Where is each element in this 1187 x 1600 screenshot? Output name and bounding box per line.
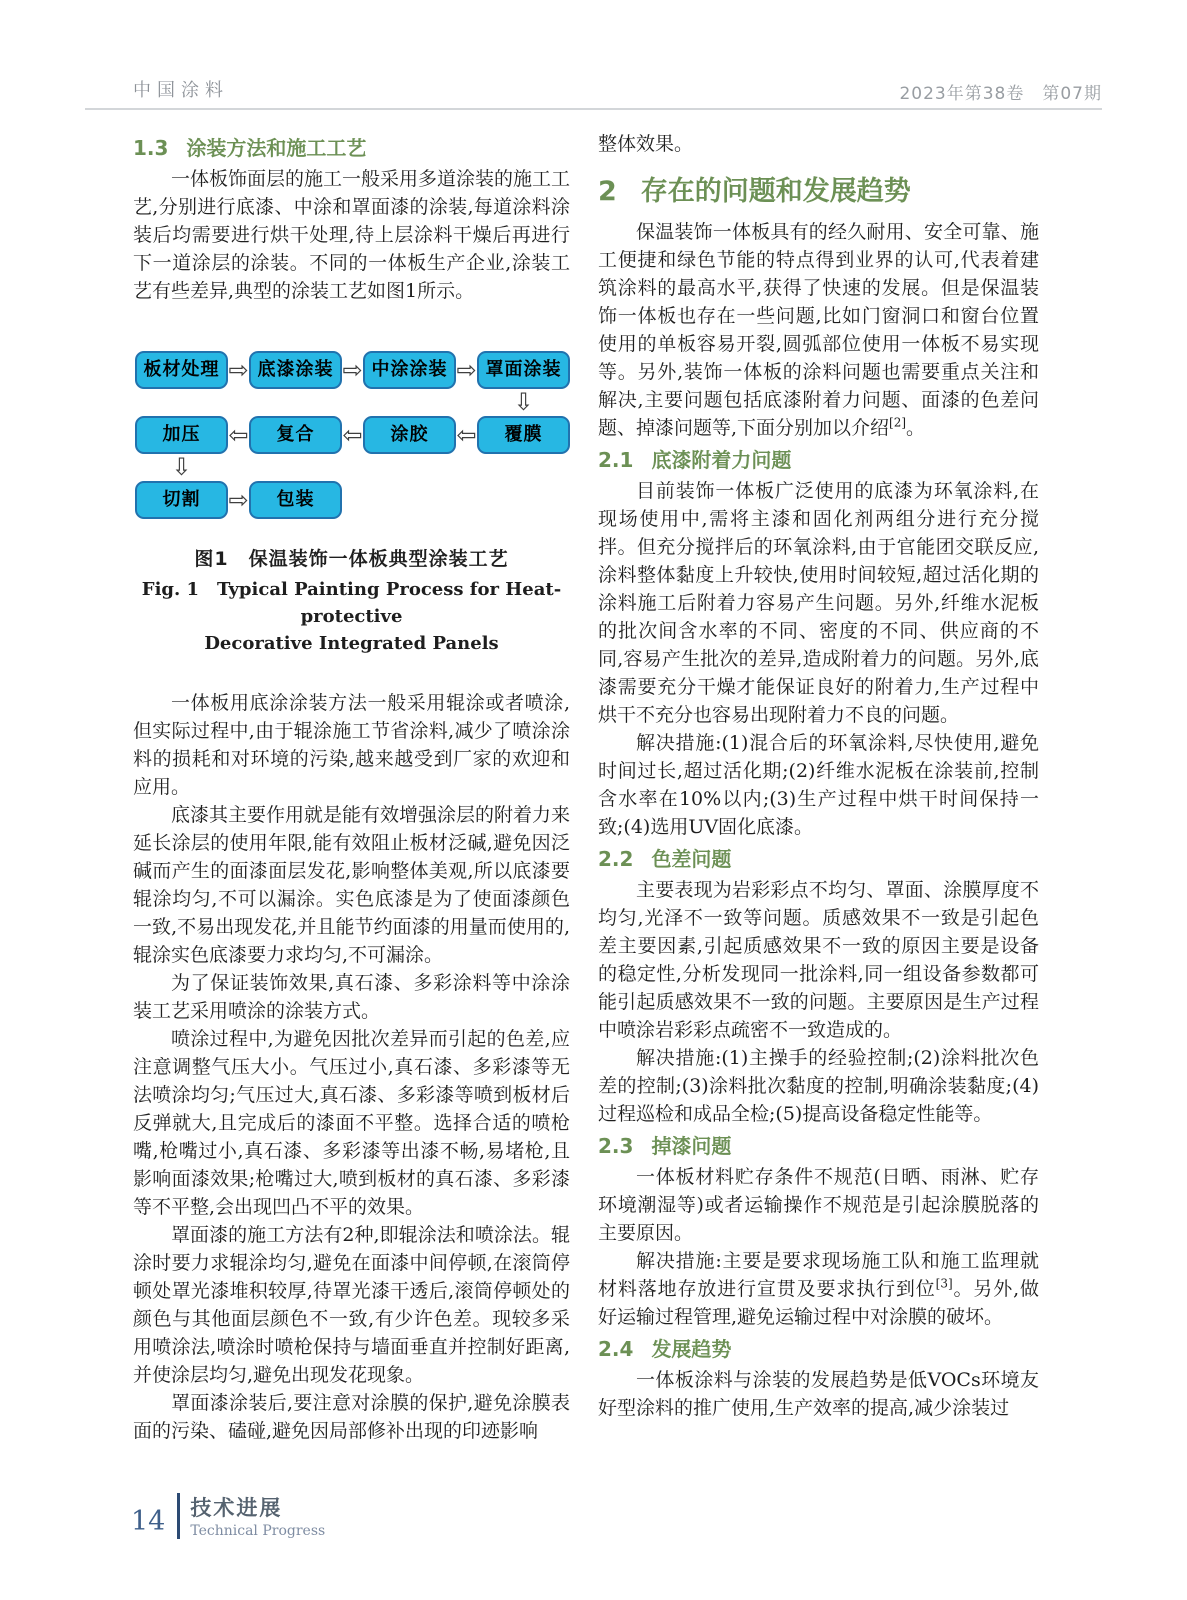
left-column [133,130,570,1445]
issue-info: 2023年第38卷 第07期 [899,84,1102,104]
paragraph: 为了保证装饰效果,真石漆、多彩涂料等中涂涂装工艺采用喷涂的涂装方式。 [133,972,570,1022]
section-heading-2 [598,174,1039,210]
section-heading-2-2 [598,845,1039,873]
paragraph: 罩面漆涂装后,要注意对涂膜的保护,避免涂膜表面的污染、磕碰,避免因局部修补出现的印迹影响 [133,1392,570,1442]
paragraph: 解决措施:(1)混合后的环氧涂料,尽快使用,避免时间过长,超过活化期;(2)纤维水泥板在涂装前,控制含水率在10%以内;(3)生产过程中烘干时间保持一致;(4)选用UV固化底漆。 [598,732,1039,838]
paragraph [598,1247,1039,1331]
paragraph-text: 。 [906,417,926,439]
flow-step-pressing: 加压 [135,416,228,454]
arrow-right-icon: ⇨ [342,356,363,384]
flow-step-film-covering: 覆膜 [477,416,570,454]
flow-step-lamination: 复合 [249,416,342,454]
footer-section [190,1492,325,1539]
figure-caption [133,545,570,657]
flow-step-gluing: 涂胶 [363,416,456,454]
section-title: 底漆附着力问题 [651,448,792,472]
section-number: 2 [598,176,617,207]
footer-divider [177,1493,180,1539]
figure-caption-en-line2: Decorative Integrated Panels [204,633,499,654]
section-heading-2-1 [598,446,1039,474]
section-number: 1.3 [133,136,169,160]
footer-section-name-en: Technical Progress [190,1523,326,1539]
paragraph: 罩面漆的施工方法有2种,即辊涂法和喷涂法。辊涂时要力求辊涂均匀,避免在面漆中间停顿,在滚筒停顿处罩光漆堆积较厚,待罩光漆干透后,滚筒停顿处的颜色与其他面层颜色不一致,有少许色差。现较多采用喷涂法,喷涂时喷枪保持与墙面垂直并控制好距离,并使涂层均匀,避免出现发花现象。 [133,1224,570,1386]
page-number: 14 [131,1506,166,1537]
paragraph: 底漆其主要作用就是能有效增强涂层的附着力来延长涂层的使用年限,能有效阻止板材泛碱,避免因泛碱而产生的面漆面层发花,影响整体美观,所以底漆要辊涂均匀,不可以漏涂。实色底漆是为了使面漆颜色一致,不易出现发花,并且能节约面漆的用量而使用的,辊涂实色底漆要力求均匀,不可漏涂。 [133,804,571,966]
page-footer [131,1492,325,1539]
arrow-down-icon: ⇩ [513,388,534,416]
citation-2: [2] [889,415,907,430]
paragraph-text: 。另外,做好运输过程管理,避免运输过程中对涂膜的破坏。 [598,1278,1039,1328]
flow-step-primer-coating: 底漆涂装 [249,351,342,389]
section-title: 发展趋势 [651,1337,732,1361]
flow-step-packaging: 包装 [249,481,342,519]
section-heading-1-3 [133,134,570,162]
flow-step-board-treatment: 板材处理 [135,351,228,389]
section-number: 2.2 [598,847,634,871]
section-number: 2.4 [598,1337,634,1361]
section-heading-2-3 [598,1132,1039,1160]
paragraph: 解决措施:(1)主操手的经验控制;(2)涂料批次色差的控制;(3)涂料批次黏度的控制,明确涂装黏度;(4)过程巡检和成品全检;(5)提高设备稳定性能等。 [598,1047,1039,1125]
arrow-right-icon: ⇨ [228,356,249,384]
header-divider [85,108,1102,110]
paragraph: 一体板饰面层的施工一般采用多道涂装的施工工艺,分别进行底漆、中涂和罩面漆的涂装,每道涂料涂装后均需要进行烘干处理,待上层涂料干燥后再进行下一道涂层的涂装。不同的一体板生产企业,涂装工艺有些差异,典型的涂装工艺如图1所示。 [133,168,571,302]
paragraph-text: 解决措施:主要是要求现场施工队和施工监理就材料落地存放进行宣贯及要求执行到位 [598,1250,1039,1300]
section-heading-2-4 [598,1335,1039,1363]
arrow-down-icon: ⇩ [171,453,192,481]
arrow-left-icon: ⇦ [342,421,363,449]
section-title: 色差问题 [651,847,732,871]
figure-caption-cn: 图1 保温装饰一体板典型涂装工艺 [194,548,509,570]
paragraph: 主要表现为岩彩彩点不均匀、罩面、涂膜厚度不均匀,光泽不一致等问题。质感效果不一致是引起色差主要因素,引起质感效果不一致的原因主要是设备的稳定性,分析发现同一批涂料,同一组设备参数都可能引起质感效果不一致的问题。主要原因是生产过程中喷涂岩彩彩点疏密不一致造成的。 [598,879,1039,1041]
paragraph-continuation: 整体效果。 [598,133,694,155]
section-number: 2.1 [598,448,634,472]
section-title: 掉漆问题 [651,1134,732,1158]
flow-step-midcoat: 中涂涂装 [363,351,456,389]
section-title: 存在的问题和发展趋势 [640,176,911,207]
flow-step-topcoat: 罩面涂装 [477,351,570,389]
flowchart-figure [135,351,570,519]
arrow-right-icon: ⇨ [228,486,249,514]
section-number: 2.3 [598,1134,634,1158]
paragraph: 一体板涂料与涂装的发展趋势是低VOCs环境友好型涂料的推广使用,生产效率的提高,减少涂装过 [598,1369,1039,1419]
paragraph [598,218,1039,442]
section-title: 涂装方法和施工工艺 [186,136,367,160]
footer-section-name: 技术进展 [190,1496,283,1520]
paragraph: 一体板用底涂涂装方法一般采用辊涂或者喷涂,但实际过程中,由于辊涂施工节省涂料,减少了喷涂涂料的损耗和对环境的污染,越来越受到厂家的欢迎和应用。 [133,692,570,798]
paragraph: 一体板材料贮存条件不规范(日晒、雨淋、贮存环境潮湿等)或者运输操作不规范是引起涂膜脱落的主要原因。 [598,1166,1039,1244]
arrow-left-icon: ⇦ [228,421,249,449]
right-column [598,130,1039,1422]
paragraph: 喷涂过程中,为避免因批次差异而引起的色差,应注意调整气压大小。气压过小,真石漆、多彩漆等无法喷涂均匀;气压过大,真石漆、多彩漆等喷到板材后反弹就大,且完成后的漆面不平整。选择合适的喷枪嘴,枪嘴过小,真石漆、多彩漆等出漆不畅,易堵枪,且影响面漆效果;枪嘴过大,喷到板材的真石漆、多彩漆等不平整,会出现凹凸不平的效果。 [133,1028,570,1218]
figure-caption-en-line1: Fig. 1 Typical Painting Process for Heat-protective [141,579,562,627]
arrow-right-icon: ⇨ [456,356,477,384]
flow-step-cutting: 切割 [135,481,228,519]
journal-name: 中国涂料 [133,80,229,101]
paragraph: 目前装饰一体板广泛使用的底漆为环氧涂料,在现场使用中,需将主漆和固化剂两组分进行充分搅拌。但充分搅拌后的环氧涂料,由于官能团交联反应,涂料整体黏度上升较快,使用时间较短,超过活化期的涂料施工后附着力容易产生问题。另外,纤维水泥板的批次间含水率的不同、密度的不同、供应商的不同,容易产生批次的差异,造成附着力的问题。另外,底漆需要充分干燥才能保证良好的附着力,生产过程中烘干不充分也容易出现附着力不良的问题。 [598,480,1039,726]
paragraph-text: 保温装饰一体板具有的经久耐用、安全可靠、施工便捷和绿色节能的特点得到业界的认可,代表着建筑涂料的最高水平,获得了快速的发展。但是保温装饰一体板也存在一些问题,比如门窗洞口和窗台位置使用的单板容易开裂,圆弧部位使用一体板不易实现等。另外,装饰一体板的涂料问题也需要重点关注和解决,主要问题包括底漆附着力问题、面漆的色差问题、掉漆问题等,下面分别加以介绍 [598,221,1039,439]
arrow-left-icon: ⇦ [456,421,477,449]
citation-3: [3] [935,1276,953,1291]
